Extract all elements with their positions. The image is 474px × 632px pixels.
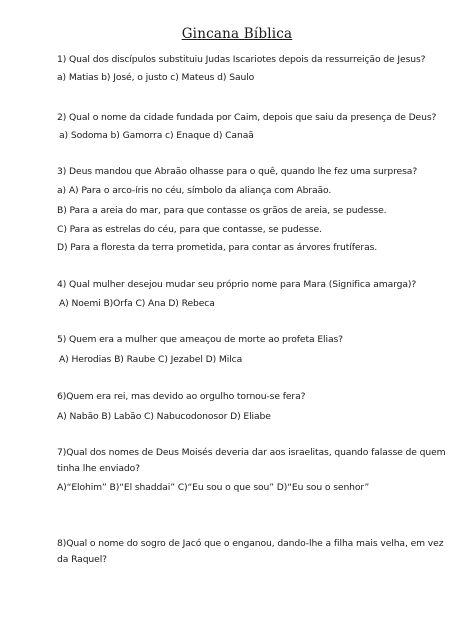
- question-6-options: A) Nabão B) Labão C) Nabucodonosor D) Eliabe: [57, 411, 271, 422]
- question-8-text-line-1: 8)Qual o nome do sogro de Jacó que o enganou, dando-lhe a filha mais velha, em vez: [57, 538, 444, 549]
- question-7-text-line-2: tinha lhe enviado?: [57, 463, 140, 474]
- question-6-text: 6)Quem era rei, mas devido ao orgulho tornou-se fera?: [57, 391, 306, 402]
- question-5-text: 5) Quem era a mulher que ameaçou de morte ao profeta Elias?: [57, 334, 343, 345]
- question-2-options: a) Sodoma b) Gamorra c) Enaque d) Canaã: [59, 130, 254, 141]
- question-3-option-d: D) Para a floresta da terra prometida, para contar as árvores frutíferas.: [57, 242, 378, 253]
- question-3-option-a: a) A) Para o arco-íris no céu, símbolo da aliança com Abraão.: [57, 185, 332, 196]
- page-title: Gincana Bíblica: [181, 26, 293, 42]
- question-5-options: A) Herodias B) Raube C) Jezabel D) Milca: [59, 354, 243, 365]
- question-3-option-b: B) Para a areia do mar, para que contasse os grãos de areia, se pudesse.: [57, 205, 387, 216]
- question-8-text-line-2: da Raquel?: [57, 554, 107, 565]
- question-7-options: A)“Elohim” B)“El shaddai” C)“Eu sou o que sou” D)“Eu sou o senhor”: [57, 482, 370, 493]
- question-2-text: 2) Qual o nome da cidade fundada por Caim, depois que saiu da presença de Deus?: [57, 112, 437, 123]
- question-4-options: A) Noemi B)Orfa C) Ana D) Rebeca: [59, 298, 215, 309]
- question-3-text: 3) Deus mandou que Abraão olhasse para o quê, quando lhe fez uma surpresa?: [57, 166, 418, 177]
- question-7-text-line-1: 7)Qual dos nomes de Deus Moisés deveria dar aos israelitas, quando falasse de quem: [57, 447, 446, 458]
- question-1-text: 1) Qual dos discípulos substituiu Judas Iscariotes depois da ressurreição de Jesus?: [57, 54, 426, 65]
- question-3-option-c: C) Para as estrelas do céu, para que contasse, se pudesse.: [57, 224, 322, 235]
- question-4-text: 4) Qual mulher desejou mudar seu próprio nome para Mara (Significa amarga)?: [57, 279, 417, 290]
- question-1-options: a) Matias b) José, o justo c) Mateus d) Saulo: [57, 72, 255, 83]
